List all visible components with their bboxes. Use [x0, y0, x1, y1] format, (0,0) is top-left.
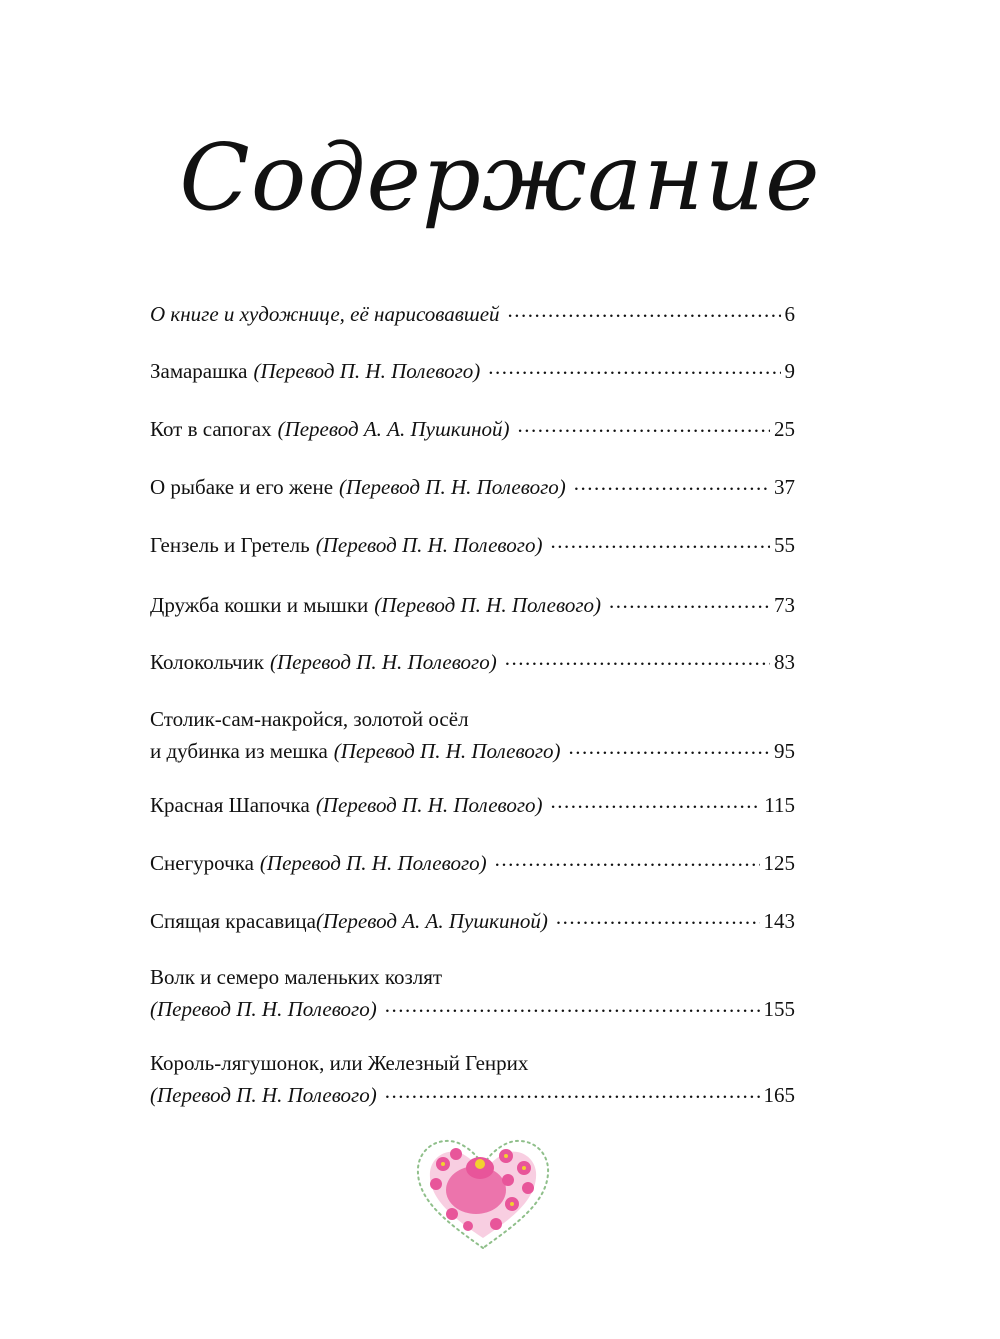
toc-entry[interactable] [150, 1047, 795, 1111]
toc-entry[interactable] [150, 589, 795, 621]
toc-page-number: 37 [774, 475, 795, 499]
toc-entry-translator: (Перевод П. Н. Полевого) [315, 793, 543, 817]
flower-heart-icon [408, 1128, 558, 1253]
toc-entry-translator: (Перевод П. Н. Полевого) [269, 650, 497, 674]
dot-leader [508, 300, 781, 321]
toc-entry-title: Спящая красавица [150, 909, 316, 933]
toc-entry-translator: (Перевод П. Н. Полевого) [339, 475, 566, 499]
toc-page-number: 73 [774, 593, 795, 617]
toc-entry-translator: (Перевод П. Н. Полевого) [259, 851, 487, 875]
dot-leader [505, 648, 770, 669]
toc-page-number: 165 [763, 1083, 795, 1107]
toc-page-number: 83 [774, 650, 795, 674]
page-title: Содержание [179, 124, 821, 231]
toc-entry-title: Колокольчик [150, 650, 264, 674]
toc-entry[interactable] [150, 961, 795, 1025]
toc-entry-translator: (Перевод П. Н. Полевого) [374, 593, 601, 617]
toc-entry[interactable] [150, 905, 795, 937]
toc-entry[interactable] [150, 529, 795, 561]
toc-entry-translator: (Перевод А. А. Пушкиной) [277, 417, 510, 441]
dot-leader [556, 907, 760, 928]
toc-entry-title: Кот в сапогах [150, 417, 272, 441]
toc-entry-translator: (Перевод П. Н. Полевого) [150, 997, 377, 1021]
dot-leader [609, 591, 770, 612]
toc-entry[interactable] [150, 413, 795, 445]
toc-entry[interactable] [150, 646, 795, 678]
dot-leader [495, 849, 760, 870]
toc-entry-title: Снегурочка [150, 851, 254, 875]
toc-page-number: 155 [763, 997, 795, 1021]
toc-entry[interactable] [150, 847, 795, 879]
toc-entry[interactable] [150, 703, 795, 767]
toc-page-number: 6 [784, 302, 795, 326]
toc-entry-translator: (Перевод П. Н. Полевого) [253, 359, 481, 383]
toc-entry-title: Красная Шапочка [150, 793, 310, 817]
toc-page-number: 143 [763, 909, 795, 933]
dot-leader [551, 791, 761, 812]
toc-page-number: 125 [763, 851, 795, 875]
dot-leader [550, 531, 770, 552]
toc-entry-translator: (Перевод А. А. Пушкиной) [315, 909, 548, 933]
dot-leader [385, 1081, 760, 1102]
toc-entry[interactable] [150, 355, 795, 387]
toc-entry-title: Гензель и Гретель [150, 533, 310, 557]
toc-entry-title-line1: Волк и семеро маленьких козлят [150, 965, 443, 989]
dot-leader [518, 415, 770, 436]
toc-entry-title-line1: Столик-сам-накройся, золотой осёл [150, 707, 469, 731]
toc-entry-translator: (Перевод П. Н. Полевого) [333, 739, 561, 763]
toc-page-number: 55 [774, 533, 795, 557]
toc-entry-translator: (Перевод П. Н. Полевого) [315, 533, 543, 557]
toc-entry-title: и дубинка из мешка [150, 739, 328, 763]
toc-entry[interactable] [150, 789, 795, 821]
dot-leader [385, 995, 760, 1016]
toc-entry-title: О рыбаке и его жене [150, 475, 334, 499]
toc-entry[interactable] [150, 471, 795, 503]
dot-leader [488, 357, 780, 378]
toc-page-number: 9 [784, 359, 795, 383]
toc-page-number: 115 [764, 793, 795, 817]
toc-page-number: 25 [774, 417, 795, 441]
toc-page-number: 95 [774, 739, 795, 763]
toc-entry-about[interactable] [150, 298, 795, 330]
toc-entry-translator: (Перевод П. Н. Полевого) [150, 1083, 377, 1107]
toc-entry-title: О книге и художнице, её нарисовавшей [150, 302, 500, 326]
dot-leader [569, 737, 770, 758]
toc-entry-title: Дружба кошки и мышки [150, 593, 369, 617]
toc-entry-title-line1: Король-лягушонок, или Железный Генрих [150, 1051, 529, 1075]
toc-entry-title: Замарашка [150, 359, 248, 383]
dot-leader [574, 473, 770, 494]
